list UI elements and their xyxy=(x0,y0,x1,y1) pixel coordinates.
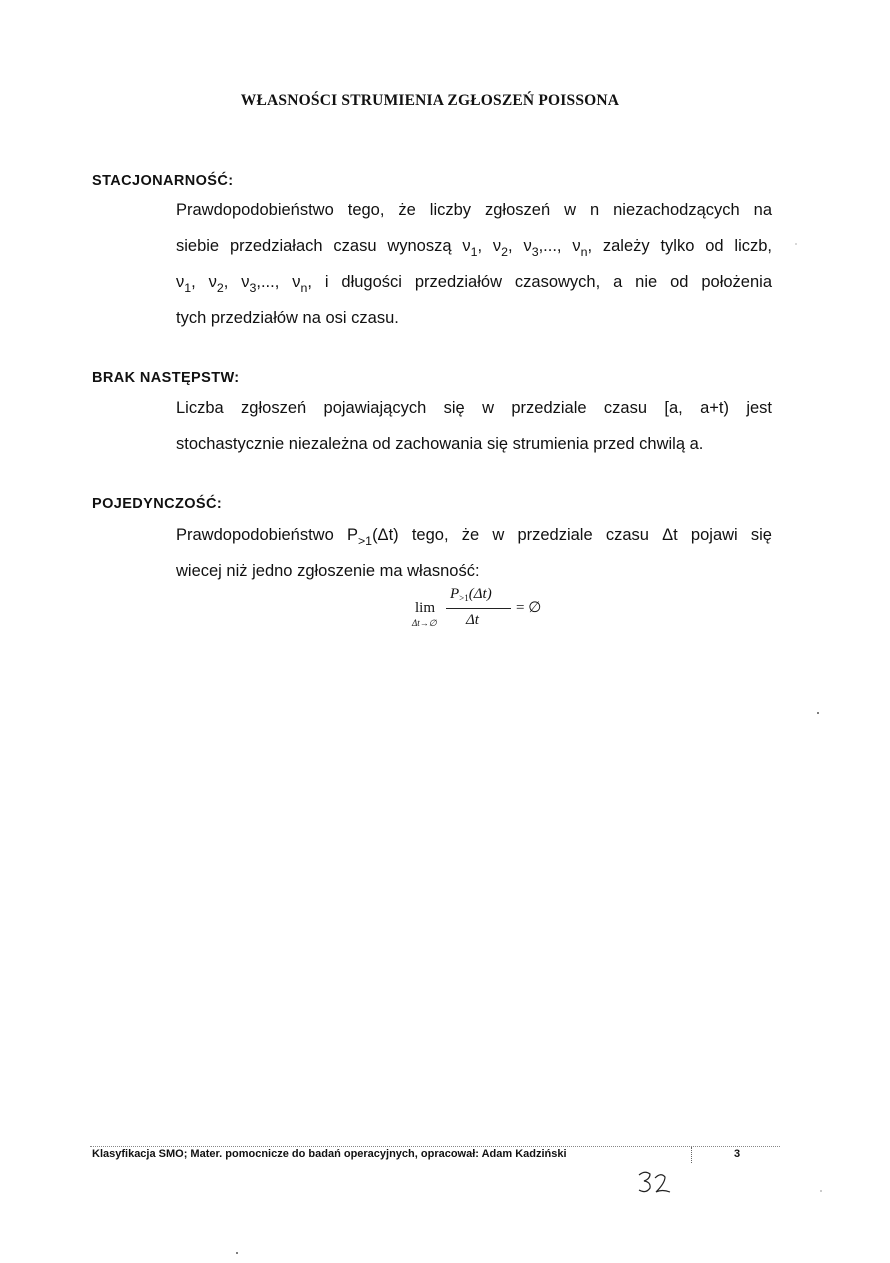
paragraph-line: wiecej niż jedno zgłoszenie ma własność: xyxy=(176,562,480,580)
footer-text: Klasyfikacja SMO; Mater. pomocnicze do badań operacyjnych, opracował: Adam Kadziński xyxy=(92,1148,567,1160)
paragraph-line: tych przedziałów na osi czasu. xyxy=(176,309,399,327)
document-title: WŁASNOŚCI STRUMIENIA ZGŁOSZEŃ POISSONA xyxy=(240,92,620,109)
section-body-pojedynczosc xyxy=(176,517,772,589)
footer-rule xyxy=(90,1146,780,1147)
section-heading-pojedynczosc: POJEDYNCZOŚĆ: xyxy=(92,496,223,512)
formula-lim-subscript: Δt→∅ xyxy=(412,618,437,628)
formula-denominator: Δt xyxy=(466,612,479,628)
paragraph-line: Liczba zgłoszeń pojawiających się w przedziale czasu [a, a+t) jest xyxy=(176,399,772,417)
paragraph-line: Prawdopodobieństwo $P_{>1}(\Delta t)$ tego, że w przedziale czasu Δt pojawi się xyxy=(176,526,772,548)
paragraph-line: siebie przedziałach czasu wynoszą $\nu_1$, $\nu_2$, $\nu_3$,..., $\nu_n$, zależy tylko od liczb, xyxy=(176,237,772,259)
section-body-stacjonarnosc xyxy=(176,192,772,336)
section-body-brak-nastepstw xyxy=(176,390,772,462)
scan-speck xyxy=(236,1252,238,1254)
fraction-bar xyxy=(446,608,511,609)
paragraph-line: Prawdopodobieństwo tego, że liczby zgłoszeń w n niezachodzących na xyxy=(176,201,772,219)
paragraph-line: stochastycznie niezależna od zachowania się strumienia przed chwilą a. xyxy=(176,435,704,453)
page-number: 3 xyxy=(734,1148,741,1160)
scan-speck xyxy=(820,1190,822,1192)
scan-speck xyxy=(817,712,819,714)
paragraph-line: $\nu_1$, $\nu_2$, $\nu_3$,..., $\nu_n$, i długości przedziałów czasowych, a nie od położenia xyxy=(176,273,773,295)
formula-numerator: $P_{>1}(\Delta t)$ xyxy=(450,586,492,603)
formula-lim: lim xyxy=(415,600,436,616)
handwritten-page-note xyxy=(636,1168,676,1198)
limit-formula xyxy=(410,586,550,636)
section-heading-brak-nastepstw: BRAK NASTĘPSTW: xyxy=(92,370,240,386)
scan-speck xyxy=(795,243,797,245)
section-heading-stacjonarnosc: STACJONARNOŚĆ: xyxy=(92,173,234,189)
formula-rhs: = ∅ xyxy=(516,600,542,616)
footer-separator xyxy=(691,1147,692,1163)
